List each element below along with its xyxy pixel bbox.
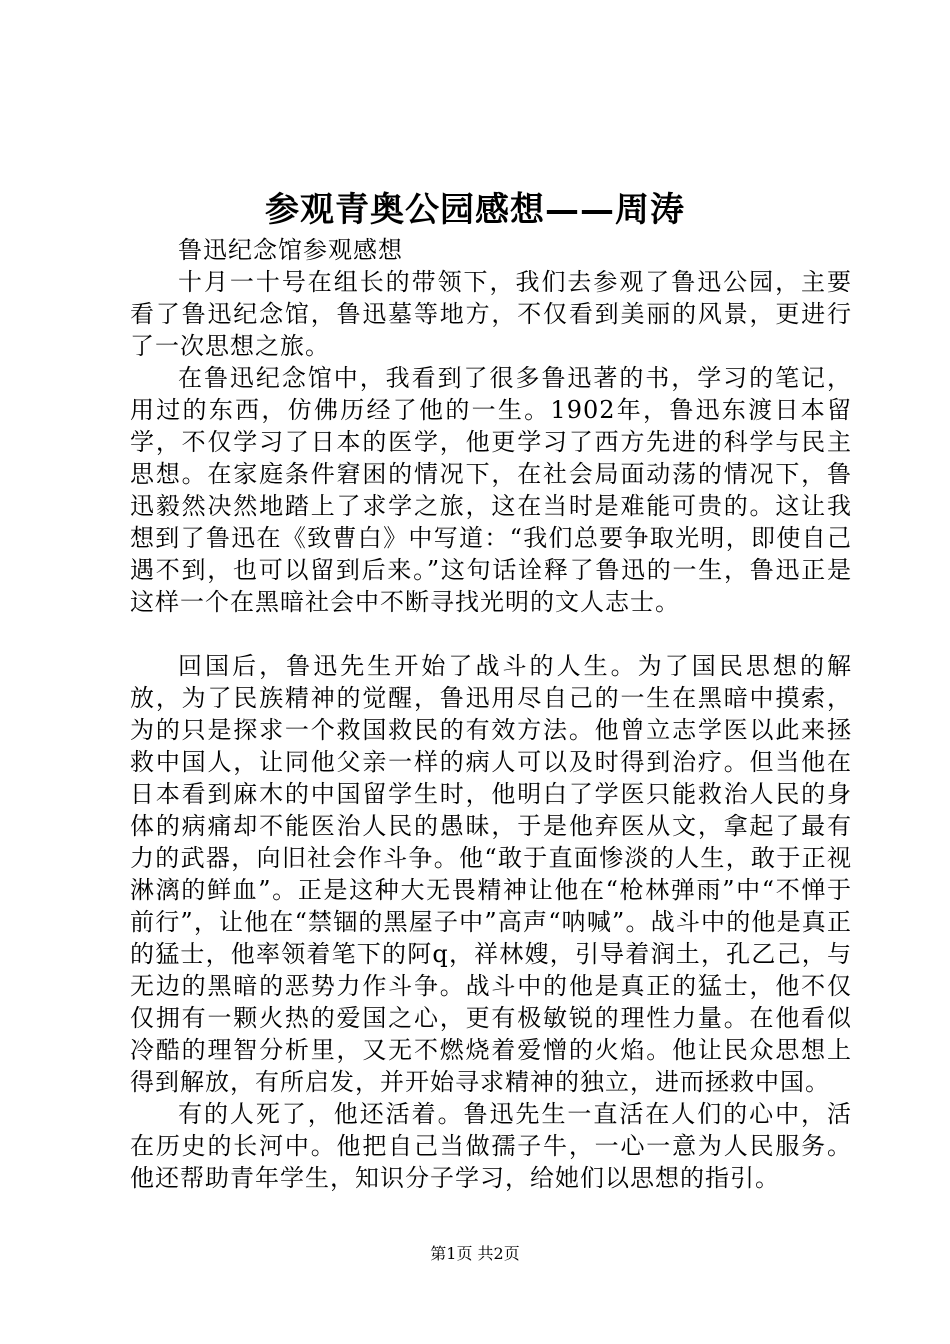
paragraph-memorial-hall: 在鲁迅纪念馆中，我看到了很多鲁迅著的书，学习的笔记，用过的东西，仿佛历经了他的一生。1902年，鲁迅东渡日本留学，不仅学习了日本的医学，他更学习了西方先进的科学与民主思想。在家庭条件窘困的情况下，在社会局面动荡的情况下，鲁迅毅然决然地踏上了求学之旅，这在当时是难能可贵的。这让我想到了鲁迅在《致曹白》中写道：“我们总要争取光明，即使自己遇不到，也可以留到后来。”这句话诠释了鲁迅的一生，鲁迅正是这样一个在黑暗社会中不断寻找光明的文人志士。 xyxy=(130,364,852,616)
paragraph-subtitle: 鲁迅纪念馆参观感想 xyxy=(178,236,403,264)
document-body xyxy=(130,234,852,1194)
paragraph-return-home: 回国后，鲁迅先生开始了战斗的人生。为了国民思想的解放，为了民族精神的觉醒，鲁迅用尽自己的一生在黑暗中摸索，为的只是探求一个救国救民的有效方法。他曾立志学医以此来拯救中国人，让同他父亲一样的病人可以及时得到治疗。但当他在日本看到麻木的中国留学生时，他明白了学医只能救治人民的身体的病痛却不能医治人民的愚昧，于是他弃医从文，拿起了最有力的武器，向旧社会作斗争。他“敢于直面惨淡的人生，敢于正视淋漓的鲜血”。正是这种大无畏精神让他在“枪林弹雨”中“不惮于前行”，让他在“禁锢的黑屋子中”高声“呐喊”。战斗中的他是真正的猛士，他率领着笔下的阿q，祥林嫂，引导着润土，孔乙己，与无边的黑暗的恶势力作斗争。战斗中的他是真正的猛士，他不仅仅拥有一颗火热的爱国之心，更有极敏锐的理性力量。在他看似冷酷的理智分析里，又无不燃烧着爱憎的火焰。他让民众思想上得到解放，有所启发，并开始寻求精神的独立，进而拯救中国。 xyxy=(130,652,852,1096)
document-title: 参观青奥公园感想——周涛 xyxy=(265,190,685,230)
paragraph-legacy: 有的人死了，他还活着。鲁迅先生一直活在人们的心中，活在历史的长河中。他把自己当做孺子牛，一心一意为人民服务。他还帮助青年学生，知识分子学习，给她们以思想的指引。 xyxy=(130,1100,852,1192)
page-footer: 第1页 共2页 xyxy=(430,1244,520,1263)
paragraph-intro: 十月一十号在组长的带领下，我们去参观了鲁迅公园，主要看了鲁迅纪念馆，鲁迅墓等地方，不仅看到美丽的风景，更进行了一次思想之旅。 xyxy=(130,268,852,360)
